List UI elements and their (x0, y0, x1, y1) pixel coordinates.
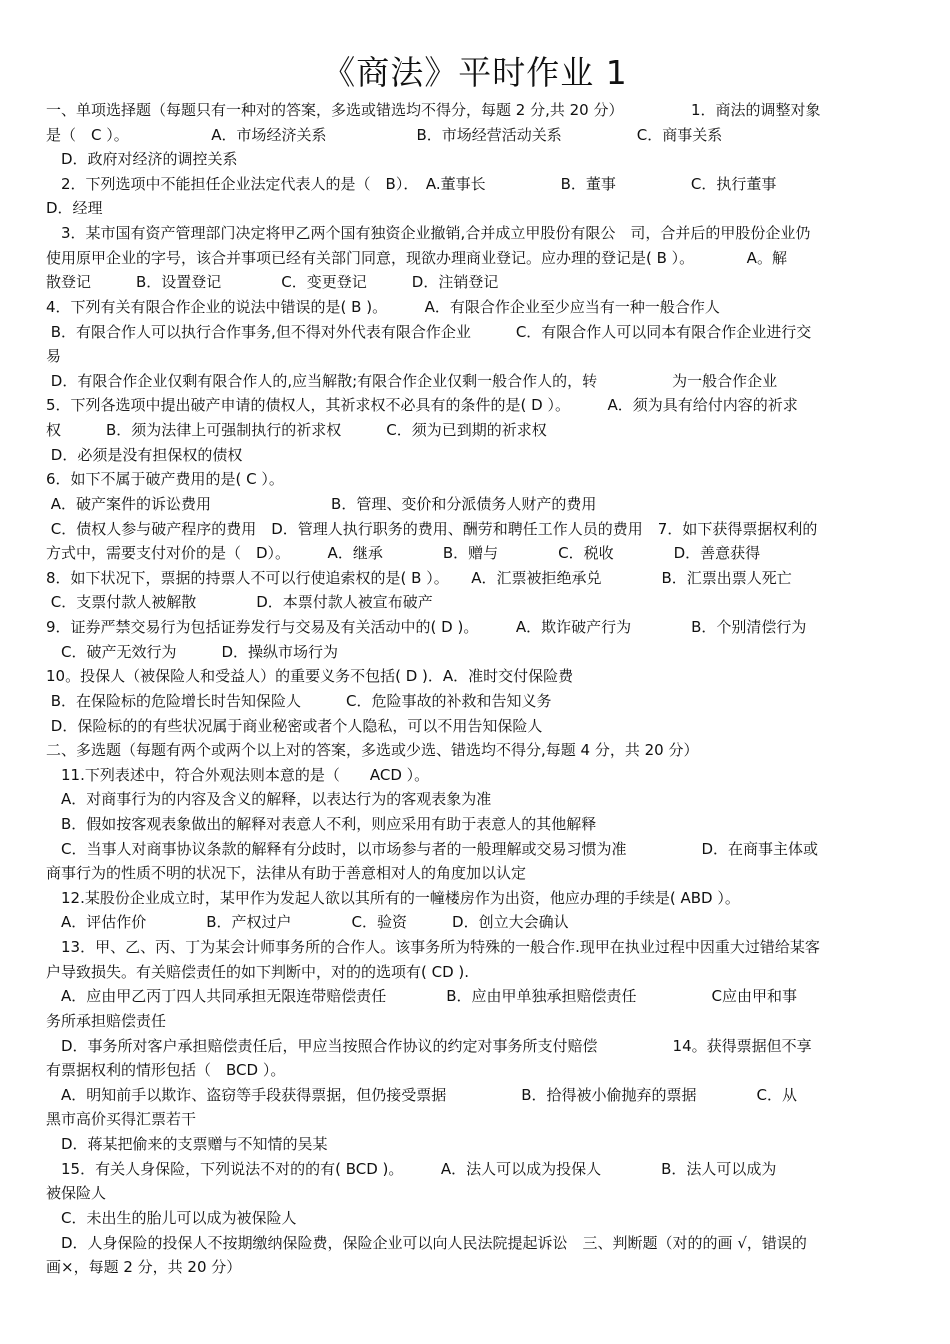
text-line: B．在保险标的危险增长时告知保险人 C．危险事故的补救和告知义务 (46, 691, 552, 710)
text-line: 13．甲、乙、丙、丁为某会计师事务所的合作人。该事务所为特殊的一般合作.现甲在执业过程中因重大过错给某客 (46, 938, 820, 957)
text-line: A．破产案件的诉讼费用 B．管理、变价和分派债务人财产的费用 (46, 494, 597, 513)
text-line: 有票据权利的情形包括（ BCD ）。 (46, 1061, 286, 1080)
text-line: C．当事人对商事协议条款的解释有分歧时，以市场参与者的一般理解或交易习惯为准 D．在商事主体或 (46, 839, 819, 858)
text-line: 8．如下状况下，票据的持票人不可以行使追索权的是( B ）。 A．汇票被拒绝承兑 B．汇票出票人死亡 (46, 568, 792, 587)
text-line: C．支票付款人被解散 D．本票付款人被宣布破产 (46, 593, 433, 612)
text-line: 一、单项选择题（每题只有一种对的答案，多选或错选均不得分，每题 2 分,共 20 分） 1．商法的调整对象 (46, 101, 821, 119)
text-line: D．保险标的的有些状况属于商业秘密或者个人隐私，可以不用告知保险人 (46, 716, 543, 735)
text-line: 商事行为的性质不明的状况下，法律从有助于善意相对人的角度加以认定 (46, 864, 527, 883)
text-line: 2．下列选项中不能担任企业法定代表人的是（ B）． A.董事长 B．董事 C．执行董事 (46, 174, 777, 193)
text-line: B．假如按客观表象做出的解释对表意人不利，则应采用有助于表意人的其他解释 (46, 814, 597, 833)
text-line: 散登记 B．设置登记 C．变更登记 D．注销登记 (46, 273, 499, 292)
text-line: 务所承担赔偿责任 (46, 1011, 167, 1030)
text-line: 4．下列有关有限合作企业的说法中错误的是( B )。 A．有限合作企业至少应当有一种一般合作人 (46, 297, 720, 316)
text-line: C．债权人参与破产程序的费用 D．管理人执行职务的费用、酬劳和聘任工作人员的费用 7．如下获得票据权利的 (46, 519, 818, 538)
text-line: D．有限合作企业仅剩有限合作人的,应当解散;有限合作企业仅剩一般合作人的，转 为一般合作企业 (46, 371, 778, 390)
text-line: A．评估作价 B．产权过户 C．验资 D．创立大会确认 (46, 913, 569, 932)
text-line: 3．某市国有资产管理部门决定将甲乙两个国有独资企业撤销,合并成立甲股份有限公 司，合并后的甲股份企业仍 (46, 224, 811, 243)
text-line: 9．证券严禁交易行为包括证券发行与交易及有关活动中的( D )。 A．欺诈破产行为 B．个别清偿行为 (46, 618, 807, 637)
text-line: 方式中，需要支付对价的是（ D）。 A．继承 B．赠与 C．税收 D．善意获得 (46, 544, 761, 563)
text-line: 6．如下不属于破产费用的是( C ）。 (46, 470, 284, 489)
text-line: 5．下列各选项中提出破产申请的债权人，其祈求权不必具有的条件的是( D ）。 A．须为具有给付内容的祈求 (46, 396, 798, 415)
text-line: C．破产无效行为 D．操纵市场行为 (46, 642, 339, 661)
text-line: D．经理 (46, 199, 103, 218)
text-line: A．对商事行为的内容及含义的解释，以表达行为的客观表象为准 (46, 790, 492, 809)
text-line: D．事务所对客户承担赔偿责任后，甲应当按照合作协议的约定对事务所支付赔偿 14。获得票据但不享 (46, 1036, 812, 1055)
text-line: 二、多选题（每题有两个或两个以上对的答案，多选或少选、错选均不得分,每题 4 分，共 20 分） (46, 741, 699, 760)
text-line: 权 B．须为法律上可强制执行的祈求权 C．须为已到期的祈求权 (46, 421, 547, 440)
text-line: B．有限合作人可以执行合作事务,但不得对外代表有限合作企业 C．有限合作人可以同本有限合作企业进行交 (46, 322, 812, 341)
text-line: 11.下列表述中，符合外观法则本意的是（ ACD ）。 (46, 765, 430, 784)
text-line: D．蒋某把偷来的支票赠与不知情的吴某 (46, 1135, 328, 1154)
text-line: C．未出生的胎儿可以成为被保险人 (46, 1208, 297, 1227)
text-line: D．政府对经济的调控关系 (46, 150, 238, 169)
text-line: 户导致损失。有关赔偿责任的如下判断中，对的的选项有( CD ). (46, 962, 470, 981)
text-line: A．明知前手以欺诈、盗窃等手段获得票据，但仍接受票据 B．拾得被小偷抛弃的票据 C．从 (46, 1085, 798, 1104)
text-line: D．必须是没有担保权的债权 (46, 445, 243, 464)
text-line: 10。投保人（被保险人和受益人）的重要义务不包括( D )．A．准时交付保险费 (46, 667, 574, 686)
text-line: 15．有关人身保险，下列说法不对的的有( BCD )。 A．法人可以成为投保人 B．法人可以成为 (46, 1159, 777, 1178)
text-line: 黑市高价买得汇票若干 (46, 1110, 197, 1129)
text-line: 12.某股份企业成立时，某甲作为发起人欲以其所有的一幢楼房作为出资，他应办理的手续是( ABD ）。 (46, 888, 740, 907)
text-line: 是（ C ）。 A．市场经济关系 B．市场经营活动关系 C．商事关系 (46, 125, 723, 144)
text-line: A．应由甲乙丙丁四人共同承担无限连带赔偿责任 B．应由甲单独承担赔偿责任 C应由甲和事 (46, 987, 798, 1006)
text-line: 画×，每题 2 分，共 20 分） (46, 1258, 242, 1277)
text-line: D．人身保险的投保人不按期缴纳保险费，保险企业可以向人民法院提起诉讼 三、判断题（对的的画 √，错误的 (46, 1233, 807, 1252)
document-title: 《商法》平时作业 1 (322, 53, 628, 92)
text-line: 使用原甲企业的字号，该合并事项已经有关部门同意，现欲办理商业登记。应办理的登记是( B ）。 A。解 (46, 248, 787, 267)
text-line: 被保险人 (46, 1184, 107, 1203)
text-line: 易 (46, 347, 62, 366)
